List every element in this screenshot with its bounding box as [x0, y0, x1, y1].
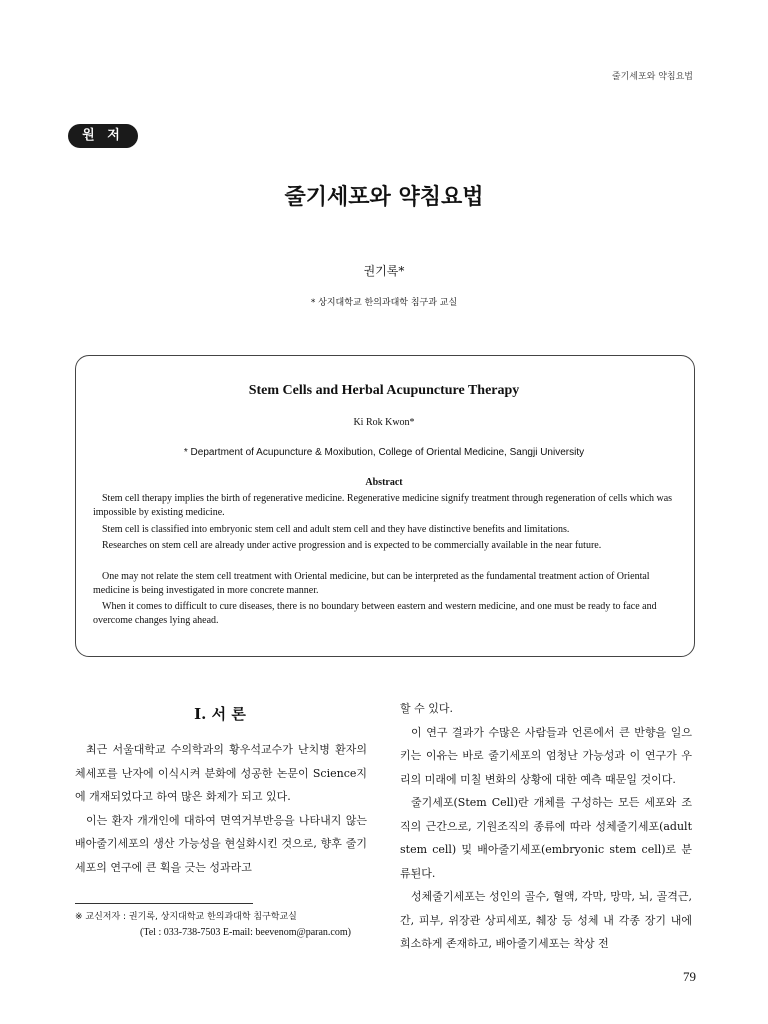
abstract-heading: Abstract: [365, 477, 403, 488]
abstract-paragraph: When it comes to difficult to cure diseases, there is no boundary between eastern and western medicine, and one must be ready to face and overcome changes lying ahead.: [93, 601, 657, 626]
paper-title: 줄기세포와 약침요법: [284, 184, 484, 210]
author-affiliation: * 상지대학교 한의과대학 침구과 교실: [310, 298, 458, 308]
right-column: [400, 697, 692, 956]
abstract-paragraph: Stem cell is classified into embryonic stem cell and adult stem cell and they have distinctive benefits and limitations.: [102, 524, 570, 535]
body-paragraph: 줄기세포(Stem Cell)란 개체를 구성하는 모든 세포와 조직의 근간으로, 기원조직의 종류에 따라 성체줄기세포(adult stem cell) 및 배아줄기세포(embryonic stem cell)로 분류된다.: [400, 796, 692, 880]
english-affiliation: * Department of Acupuncture & Moxibution, College of Oriental Medicine, Sangji University: [183, 447, 585, 458]
english-title: Stem Cells and Herbal Acupuncture Therapy: [248, 383, 520, 398]
abstract-paragraph: Researches on stem cell are already under active progression and is expected to be commercially available in the near future.: [102, 540, 602, 551]
author-name: 권기록*: [363, 264, 405, 278]
body-paragraph: 이는 환자 개개인에 대하여 면역거부반응을 나타내지 않는 배아줄기세포의 생산 가능성을 현실화시킨 것으로, 향후 줄기세포의 연구에 큰 획을 긋는 성과라고: [75, 813, 367, 874]
abstract-paragraph: One may not relate the stem cell treatment with Oriental medicine, but can be interpreted as the fundamental treatment action of Oriental medicine is being investigated in more concrete manner.: [93, 571, 650, 596]
body-paragraph: 최근 서울대학교 수의학과의 황우석교수가 난치병 환자의 체세포를 난자에 이식시켜 분화에 성공한 논문이 Science지에 개재되었다고 하여 많은 화제가 되고 있다.: [75, 743, 367, 803]
body-paragraph: 할 수 있다.: [400, 702, 453, 715]
left-column: [75, 738, 367, 879]
footnote-divider: [75, 903, 253, 904]
footnote-contact: (Tel : 033-738-7503 E-mail: beevenom@paran.com): [140, 927, 351, 938]
body-paragraph: 이 연구 결과가 수많은 사람들과 언론에서 큰 반향을 일으키는 이유는 바로 줄기세포의 엄청난 가능성과 이 연구가 우리의 미래에 미칠 변화의 상황에 대한 예측 때문일 것이다.: [400, 725, 692, 786]
page-number: 79: [683, 969, 696, 984]
corresponding-author-footnote: [75, 909, 370, 941]
section-heading: Ⅰ. 서 론: [194, 705, 246, 723]
running-header: 줄기세포와 약침요법: [611, 72, 693, 82]
english-author: Ki Rok Kwon*: [353, 417, 415, 428]
article-type-badge: 원 저: [68, 124, 138, 148]
footnote-line: ※ 교신저자 : 권기록, 상지대학교 한의과대학 침구학교실: [75, 912, 297, 922]
abstract-paragraph: Stem cell therapy implies the birth of regenerative medicine. Regenerative medicine signify treatment through regeneration of cells which was impossible by existing medicine.: [93, 493, 673, 518]
body-paragraph: 성체줄기세포는 성인의 골수, 혈액, 각막, 망막, 뇌, 골격근, 간, 피부, 위장관 상피세포, 췌장 등 성체 내 각종 장기 내에 희소하게 존재하고, 배아줄기세포는 착상 전: [400, 890, 692, 950]
